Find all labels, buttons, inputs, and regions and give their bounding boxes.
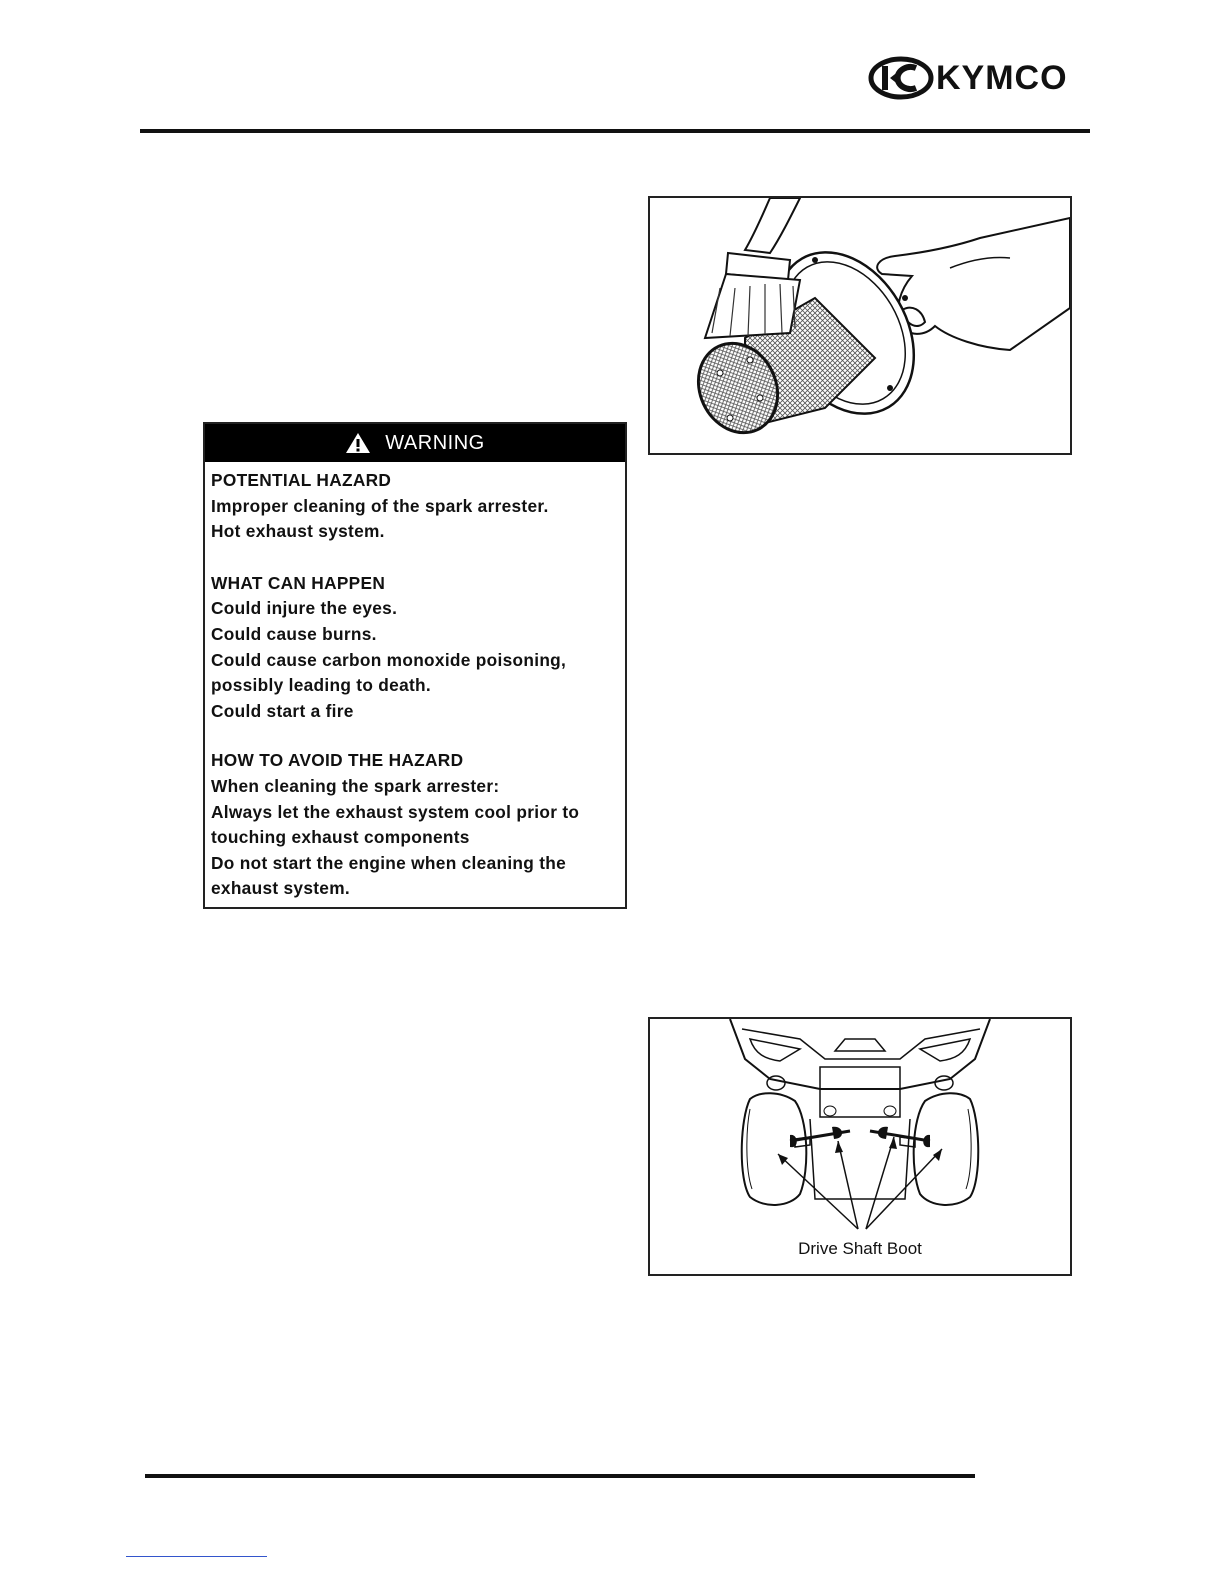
warning-line: exhaust system. <box>211 878 350 899</box>
brand-name: KYMCO <box>936 58 1068 97</box>
warning-line: Could cause burns. <box>211 623 377 644</box>
kymco-logo-icon <box>868 56 934 100</box>
footer-rule <box>145 1474 975 1478</box>
warning-line: When cleaning the spark arrester: <box>211 775 500 796</box>
spark-arrester-brush-cleaning-illustration <box>650 198 1070 453</box>
warning-line: Always let the exhaust system cool prior to <box>211 801 580 822</box>
warning-line: Do not start the engine when cleaning the <box>211 852 567 873</box>
link-underline[interactable] <box>126 1556 267 1557</box>
kymco-logo <box>868 56 1090 100</box>
drive-shaft-figure <box>648 1017 1072 1276</box>
atv-front-view-illustration <box>650 1019 1070 1274</box>
warning-title: WARNING <box>385 431 485 454</box>
drive-shaft-boot-caption: Drive Shaft Boot <box>798 1239 922 1258</box>
warning-heading: WHAT CAN HAPPEN <box>211 572 386 593</box>
warning-line: Improper cleaning of the spark arrester. <box>211 495 549 516</box>
warning-heading: HOW TO AVOID THE HAZARD <box>211 750 464 771</box>
warning-body <box>205 462 625 902</box>
warning-box <box>203 422 627 909</box>
warning-line: Could cause carbon monoxide poisoning, <box>211 649 567 670</box>
warning-line: Could injure the eyes. <box>211 598 398 619</box>
warning-line: touching exhaust components <box>211 827 470 848</box>
warning-line: Could start a fire <box>211 700 354 721</box>
warning-heading: POTENTIAL HAZARD <box>211 470 392 490</box>
warning-line: Hot exhaust system. <box>211 521 385 542</box>
warning-triangle-icon <box>345 432 371 454</box>
header-rule <box>140 129 1090 133</box>
warning-header <box>205 424 625 462</box>
warning-line: possibly leading to death. <box>211 675 432 696</box>
spark-arrester-figure <box>648 196 1072 455</box>
